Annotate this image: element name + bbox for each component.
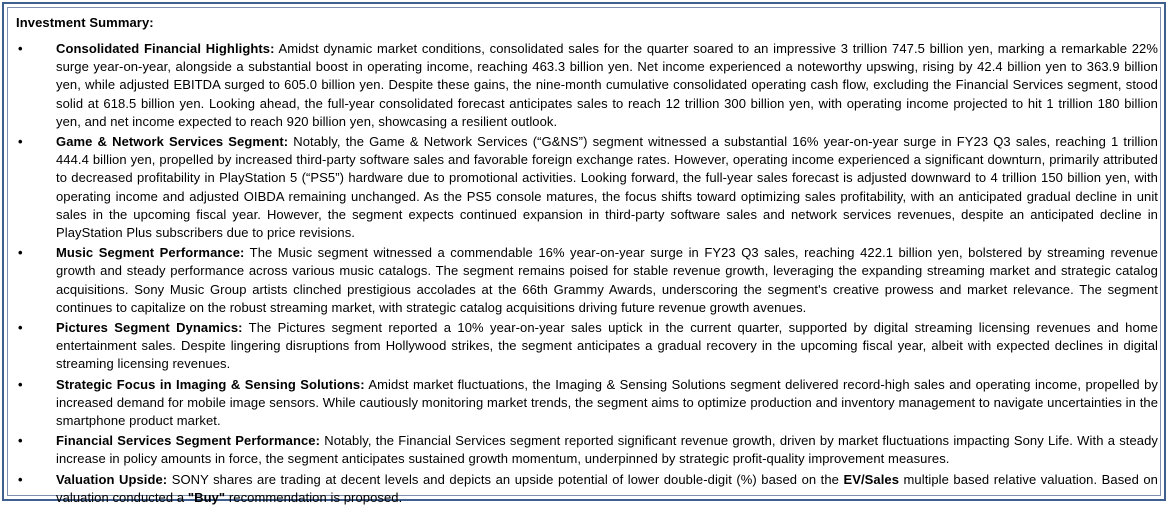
bullet-body-part: multiple based relative valuation. Based on valuation conducted a [56,471,1158,505]
bullet-lead: Consolidated Financial Highlights: [56,41,275,56]
bullet-icon: • [18,433,23,449]
bullet-lead: Pictures Segment Dynamics: [56,320,243,336]
bullet-item-music [16,244,1158,317]
bullet-body: Notably, the Financial Services segment reported significant revenue growth, driven by market fluctuations impacting Sony Life. With a steady increase in policy amounts in force, the segment anticipates sustained growth momentum, underpinned by strategic profit-quality improvement measures. [56,433,1158,467]
bullet-lead: Financial Services Segment Performance: [56,433,321,449]
bullet-item-consolidated [16,40,1158,131]
bullet-body-part: SONY shares are trading at decent levels and depicts an upside potential of lower double-digit (%) based on the [167,471,844,487]
bullet-item-imaging-sensing [16,376,1158,431]
bullet-lead: Valuation Upside: [56,471,168,487]
bullet-icon: • [18,134,23,150]
bullet-item-pictures [16,319,1158,374]
valuation-metric-emphasis: EV/Sales [843,471,900,487]
bullet-item-financial-services [16,432,1158,468]
bullet-list [16,40,1158,507]
summary-box [2,2,1166,505]
bullet-icon: • [18,471,23,487]
bullet-body: The Pictures segment reported a 10% year-on-year sales uptick in the current quarter, supported by digital streaming licensing revenues and home entertainment sales. Despite lingering disruptions from Hollywood strikes, the segment anticipates a gradual recovery in the upcoming fiscal year, albeit with expected declines in digital streaming licensing revenues. [56,320,1158,372]
bullet-body: Amidst dynamic market conditions, consolidated sales for the quarter soared to an impressive 3 trillion 747.5 billion yen, marking a remarkable 22% surge year-on-year, alongside a substantial boost in operating income, reaching 463.3 billion yen. Net income experienced a noteworthy upswing, rising by 42.4 billion yen to 363.9 billion yen, while adjusted EBITDA surged to 605.0 billion yen. Despite these gains, the nine-month cumulative consolidated operating cash flow, excluding the Financial Services segment, stood solid at 618.5 billion yen. Looking ahead, the full-year consolidated forecast anticipates sales to reach 12 trillion 300 billion yen, with operating income projected to hit 1 trillion 180 billion yen, and net income expected to reach 920 billion yen, showcasing a resilient outlook. [56,41,1158,129]
bullet-lead: Music Segment Performance: [56,245,245,261]
bullet-item-game-network [16,133,1158,242]
bullet-body: Amidst market fluctuations, the Imaging & Sensing Solutions segment delivered record-high sales and operating income, propelled by increased demand for mobile image sensors. While cautiously monitoring market trends, the segment aims to optimize production and inventory management to navigate uncertainties in the smartphone product market. [56,376,1158,429]
bullet-item-valuation [16,471,1158,507]
summary-content [16,14,1158,509]
bullet-lead: Game & Network Services Segment: [56,134,289,150]
bullet-body-part: recommendation is proposed. [225,489,403,505]
bullet-lead: Strategic Focus in Imaging & Sensing Solutions: [56,376,365,392]
section-title: Investment Summary: [16,15,154,30]
recommendation-emphasis: "Buy" [187,489,226,505]
bullet-icon: • [18,41,23,56]
bullet-icon: • [18,320,23,336]
bullet-icon: • [18,245,23,261]
bullet-icon: • [18,376,23,392]
bullet-body: Notably, the Game & Network Services (“G&NS”) segment witnessed a substantial 16% year-on-year surge in FY23 Q3 sales, reaching 1 trillion 444.4 billion yen, propelled by increased third-party software sales and favorable foreign exchange rates. However, operating income experienced a significant downturn, primarily attributed to decreased profitability in PlayStation 5 (“PS5”) hardware due to promotional activities. Looking forward, the full-year sales forecast is adjusted downward to 4 trillion 150 billion yen, with operating income and adjusted OIBDA remaining unchanged. As the PS5 console matures, the focus shifts toward optimizing sales profitability, with an anticipated gradual decline in unit sales in the upcoming fiscal year. However, the segment expects continued expansion in third-party software sales and network services revenues, despite an anticipated decline in PlayStation Plus subscribers due to price revisions. [56,134,1158,241]
bullet-body: The Music segment witnessed a commendable 16% year-on-year surge in FY23 Q3 sales, reaching 422.1 billion yen, bolstered by streaming revenue growth and steady performance across various music catalogs. The segment remains poised for stable revenue growth, leveraging the expanding streaming market and strategic catalog acquisitions. Sony Music Group artists clinched prestigious accolades at the 66th Grammy Awards, underscoring the segment's creative prowess and market relevance. The segment continues to capitalize on the robust streaming market, with strategic catalog acquisitions driving future revenue growth avenues. [56,245,1158,315]
